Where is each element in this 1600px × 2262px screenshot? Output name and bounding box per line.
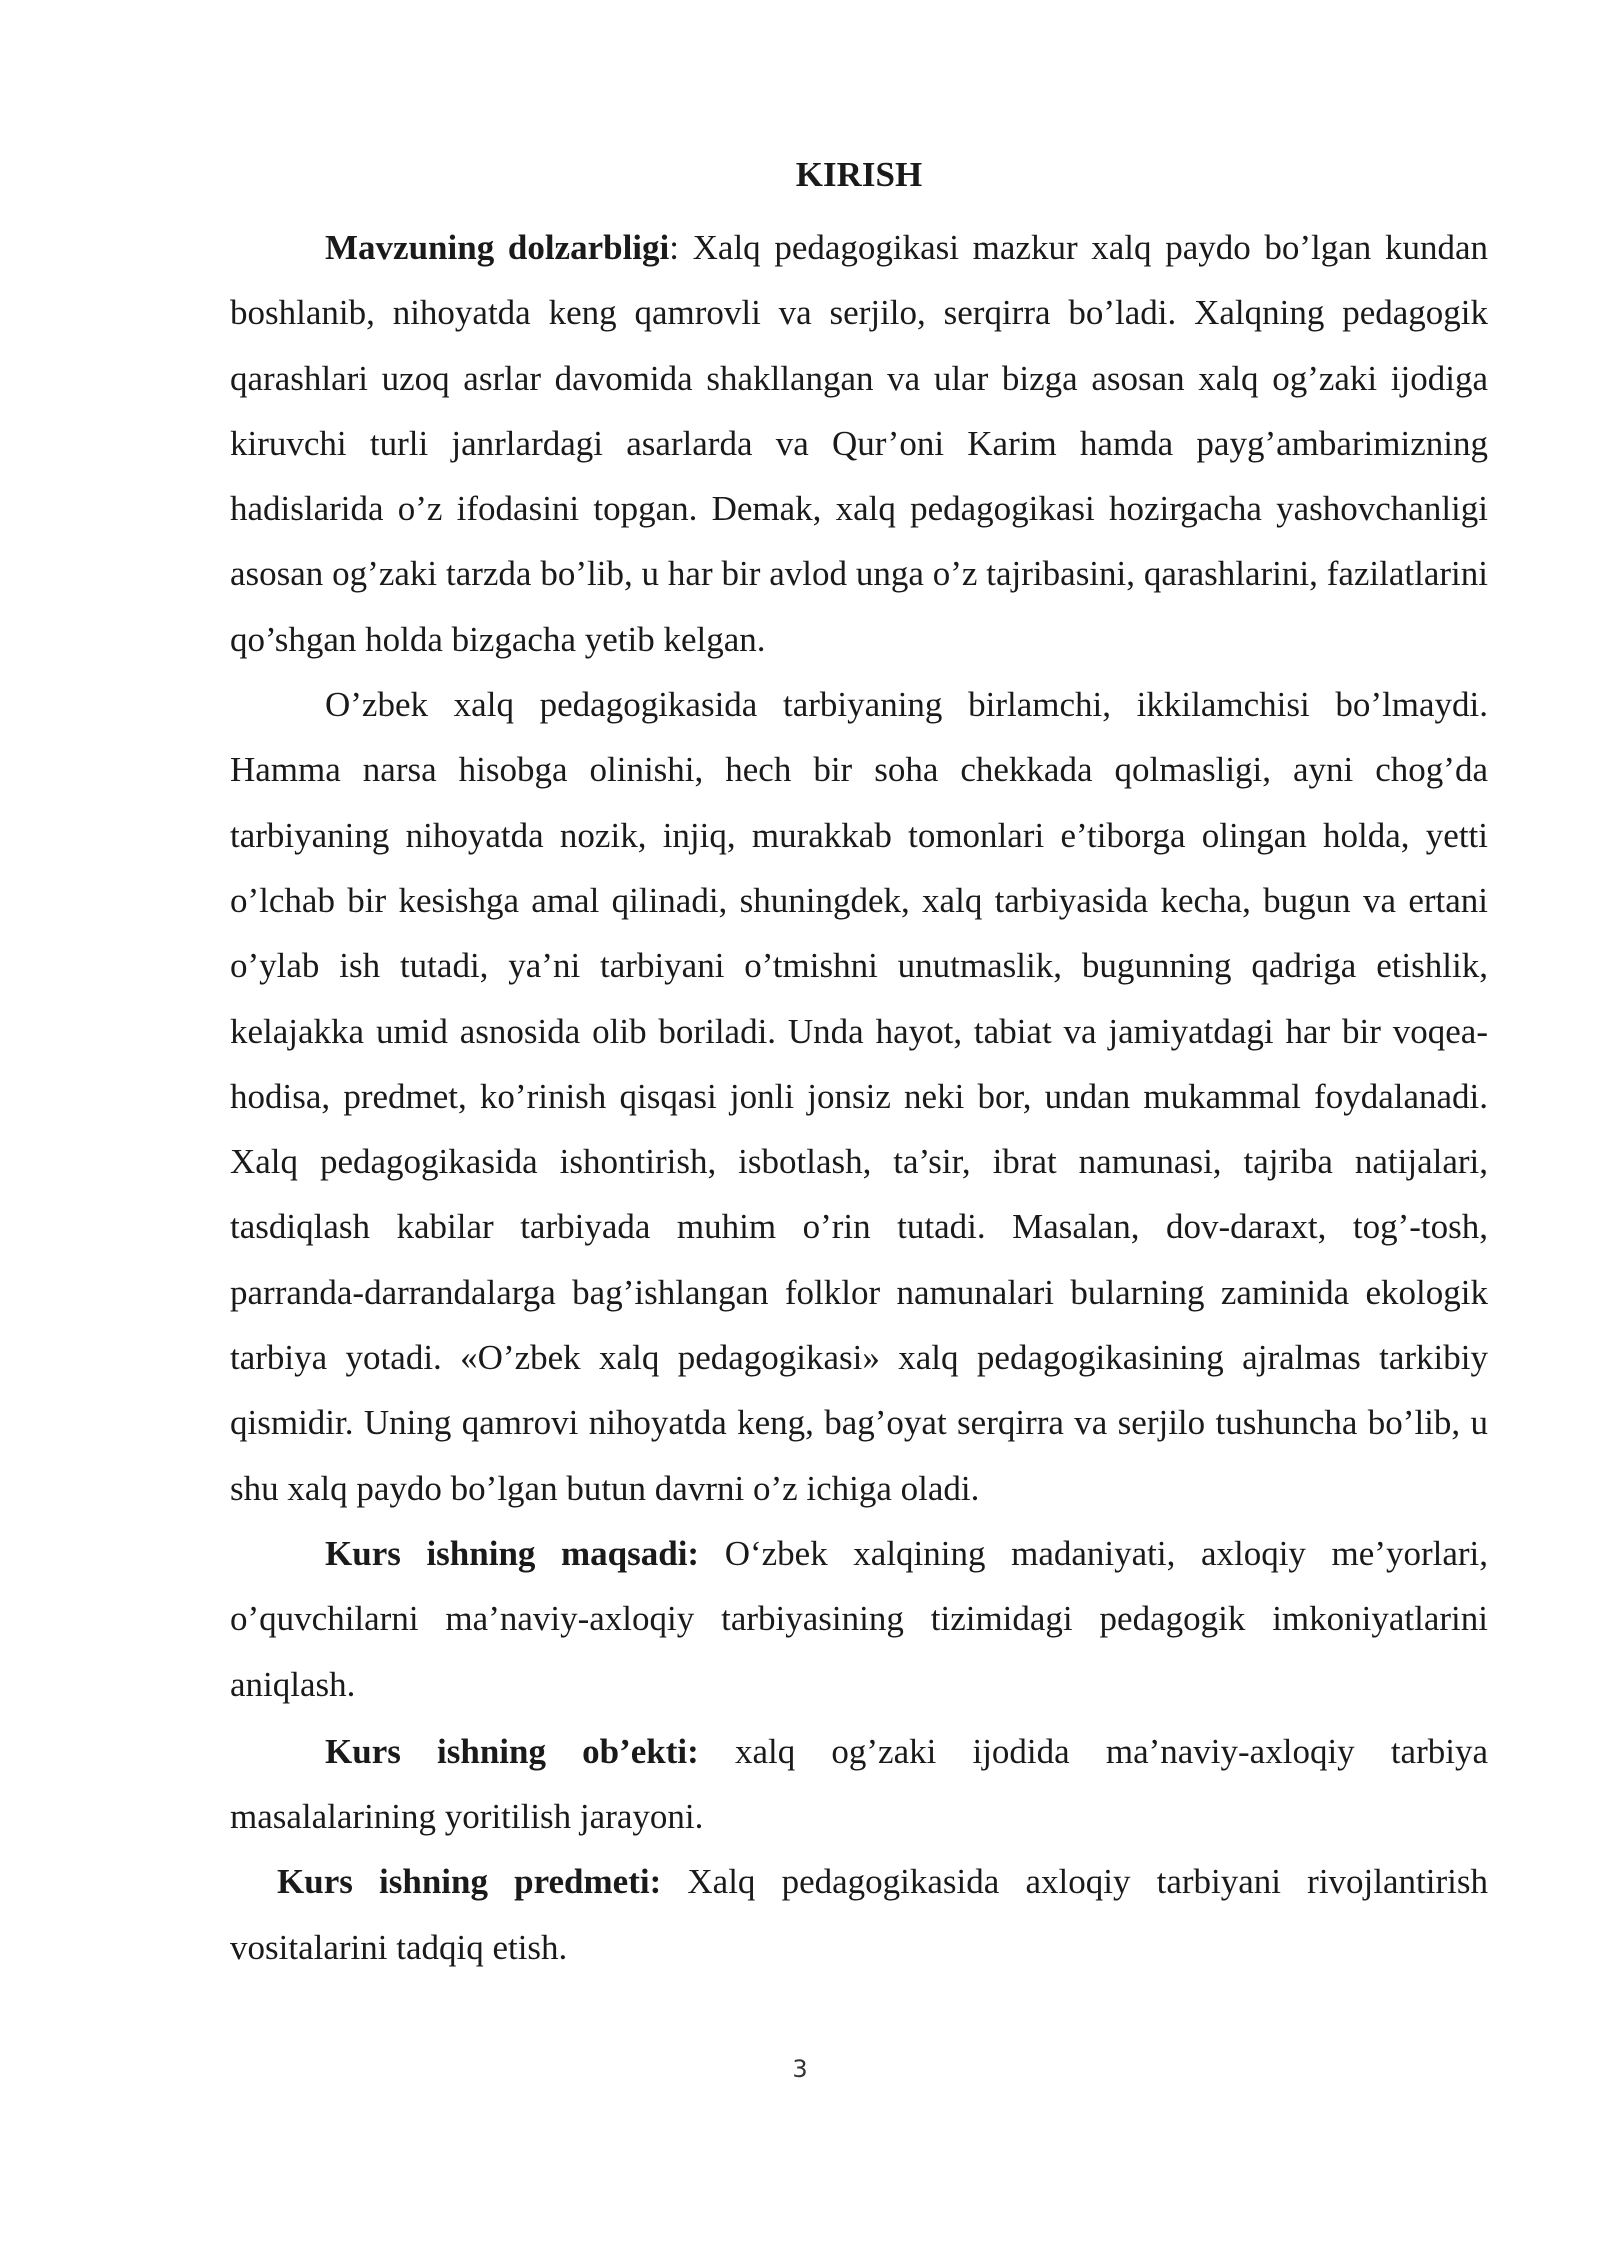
paragraph-subject	[230, 1849, 1488, 1980]
paragraph-text: xalq og’zaki ijodida ma’naviy-axloqiy tarbiya masalalarining yoritilish jarayoni.	[230, 1731, 1488, 1837]
paragraph-text: O’zbek xalq pedagogikasida tarbiyaning birlamchi, ikkilamchisi bo’lmaydi. Hamma narsa hisobga olinishi, hech bir soha chekkada qolmasligi, ayni chog’da tarbiyaning nihoyatda nozik, injiq, murakkab tomonlari e’tiborga olingan holda, yetti o’lchab bir kesishga amal qilinadi, shuningdek, xalq tarbiyasida kecha, bugun va ertani o’ylab ish tutadi, ya’ni tarbiyani o’tmishni unutmaslik, bugunning qadriga etishlik, kelajakka umid asnosida olib boriladi. Unda hayot, tabiat va jamiyatdagi har bir voqea-hodisa, predmet, ko’rinish qisqasi jonli jonsiz neki bor, undan mukammal foydalanadi. Xalq pedagogikasida ishontirish, isbotlash, ta’sir, ibrat namunasi, tajriba natijalari, tasdiqlash kabilar tarbiyada muhim o’rin tutadi. Masalan, dov-daraxt, tog’-tosh, parranda-darrandalarga bag’ishlangan folklor namunalari bularning zaminida ekologik tarbiya yotadi. «O’zbek xalq pedagogikasi» xalq pedagogikasining ajralmas tarkibiy qismidir. Uning qamrovi nihoyatda keng, bag’oyat serqirra va serjilo tushuncha bo’lib, u shu xalq paydo bo’lgan butun davrni o’z ichiga oladi.	[230, 685, 1488, 1508]
paragraph-relevance	[230, 215, 1488, 672]
paragraph-text: Xalq pedagogikasida axloqiy tarbiyani rivojlantirish vositalarini tadqiq etish.	[230, 1862, 1488, 1967]
paragraph-lead: Kurs ishning maqsadi:	[325, 1533, 700, 1573]
paragraph-lead: Mavzuning dolzarbligi	[325, 228, 670, 267]
page-heading: KIRISH	[795, 155, 923, 194]
page-number: 3	[792, 2055, 808, 2083]
paragraph-lead: Kurs ishning predmeti:	[277, 1862, 662, 1902]
paragraph-uzbek-pedagogy	[230, 672, 1488, 1521]
paragraph-goal	[230, 1521, 1488, 1717]
paragraph-lead: Kurs ishning ob’ekti:	[325, 1731, 699, 1771]
document-page	[230, 150, 1488, 1980]
paragraph-text: : Xalq pedagogikasi mazkur xalq paydo bo’lgan kundan boshlanib, nihoyatda keng qamrovli va serjilo, serqirra bo’ladi. Xalqning pedagogik qarashlari uzoq asrlar davomida shakllangan va ular bizga asosan xalq og’zaki ijodiga kiruvchi turli janrlardagi asarlarda va Qur’oni Karim hamda payg’ambarimizning hadislarida o’z ifodasini topgan. Demak, xalq pedagogikasi hozirgacha yashovchanligi asosan og’zaki tarzda bo’lib, u har bir avlod unga o’z tajribasini, qarashlarini, fazilatlarini qo’shgan holda bizgacha yetib kelgan.	[230, 228, 1488, 659]
paragraph-object	[230, 1719, 1488, 1850]
paragraph-text: O‘zbek xalqining madaniyati, axloqiy me’yorlari, o’quvchilarni ma’naviy-axloqiy tarbiyasining tizimidagi pedagogik imkoniyatlarini aniqlash.	[230, 1533, 1488, 1704]
